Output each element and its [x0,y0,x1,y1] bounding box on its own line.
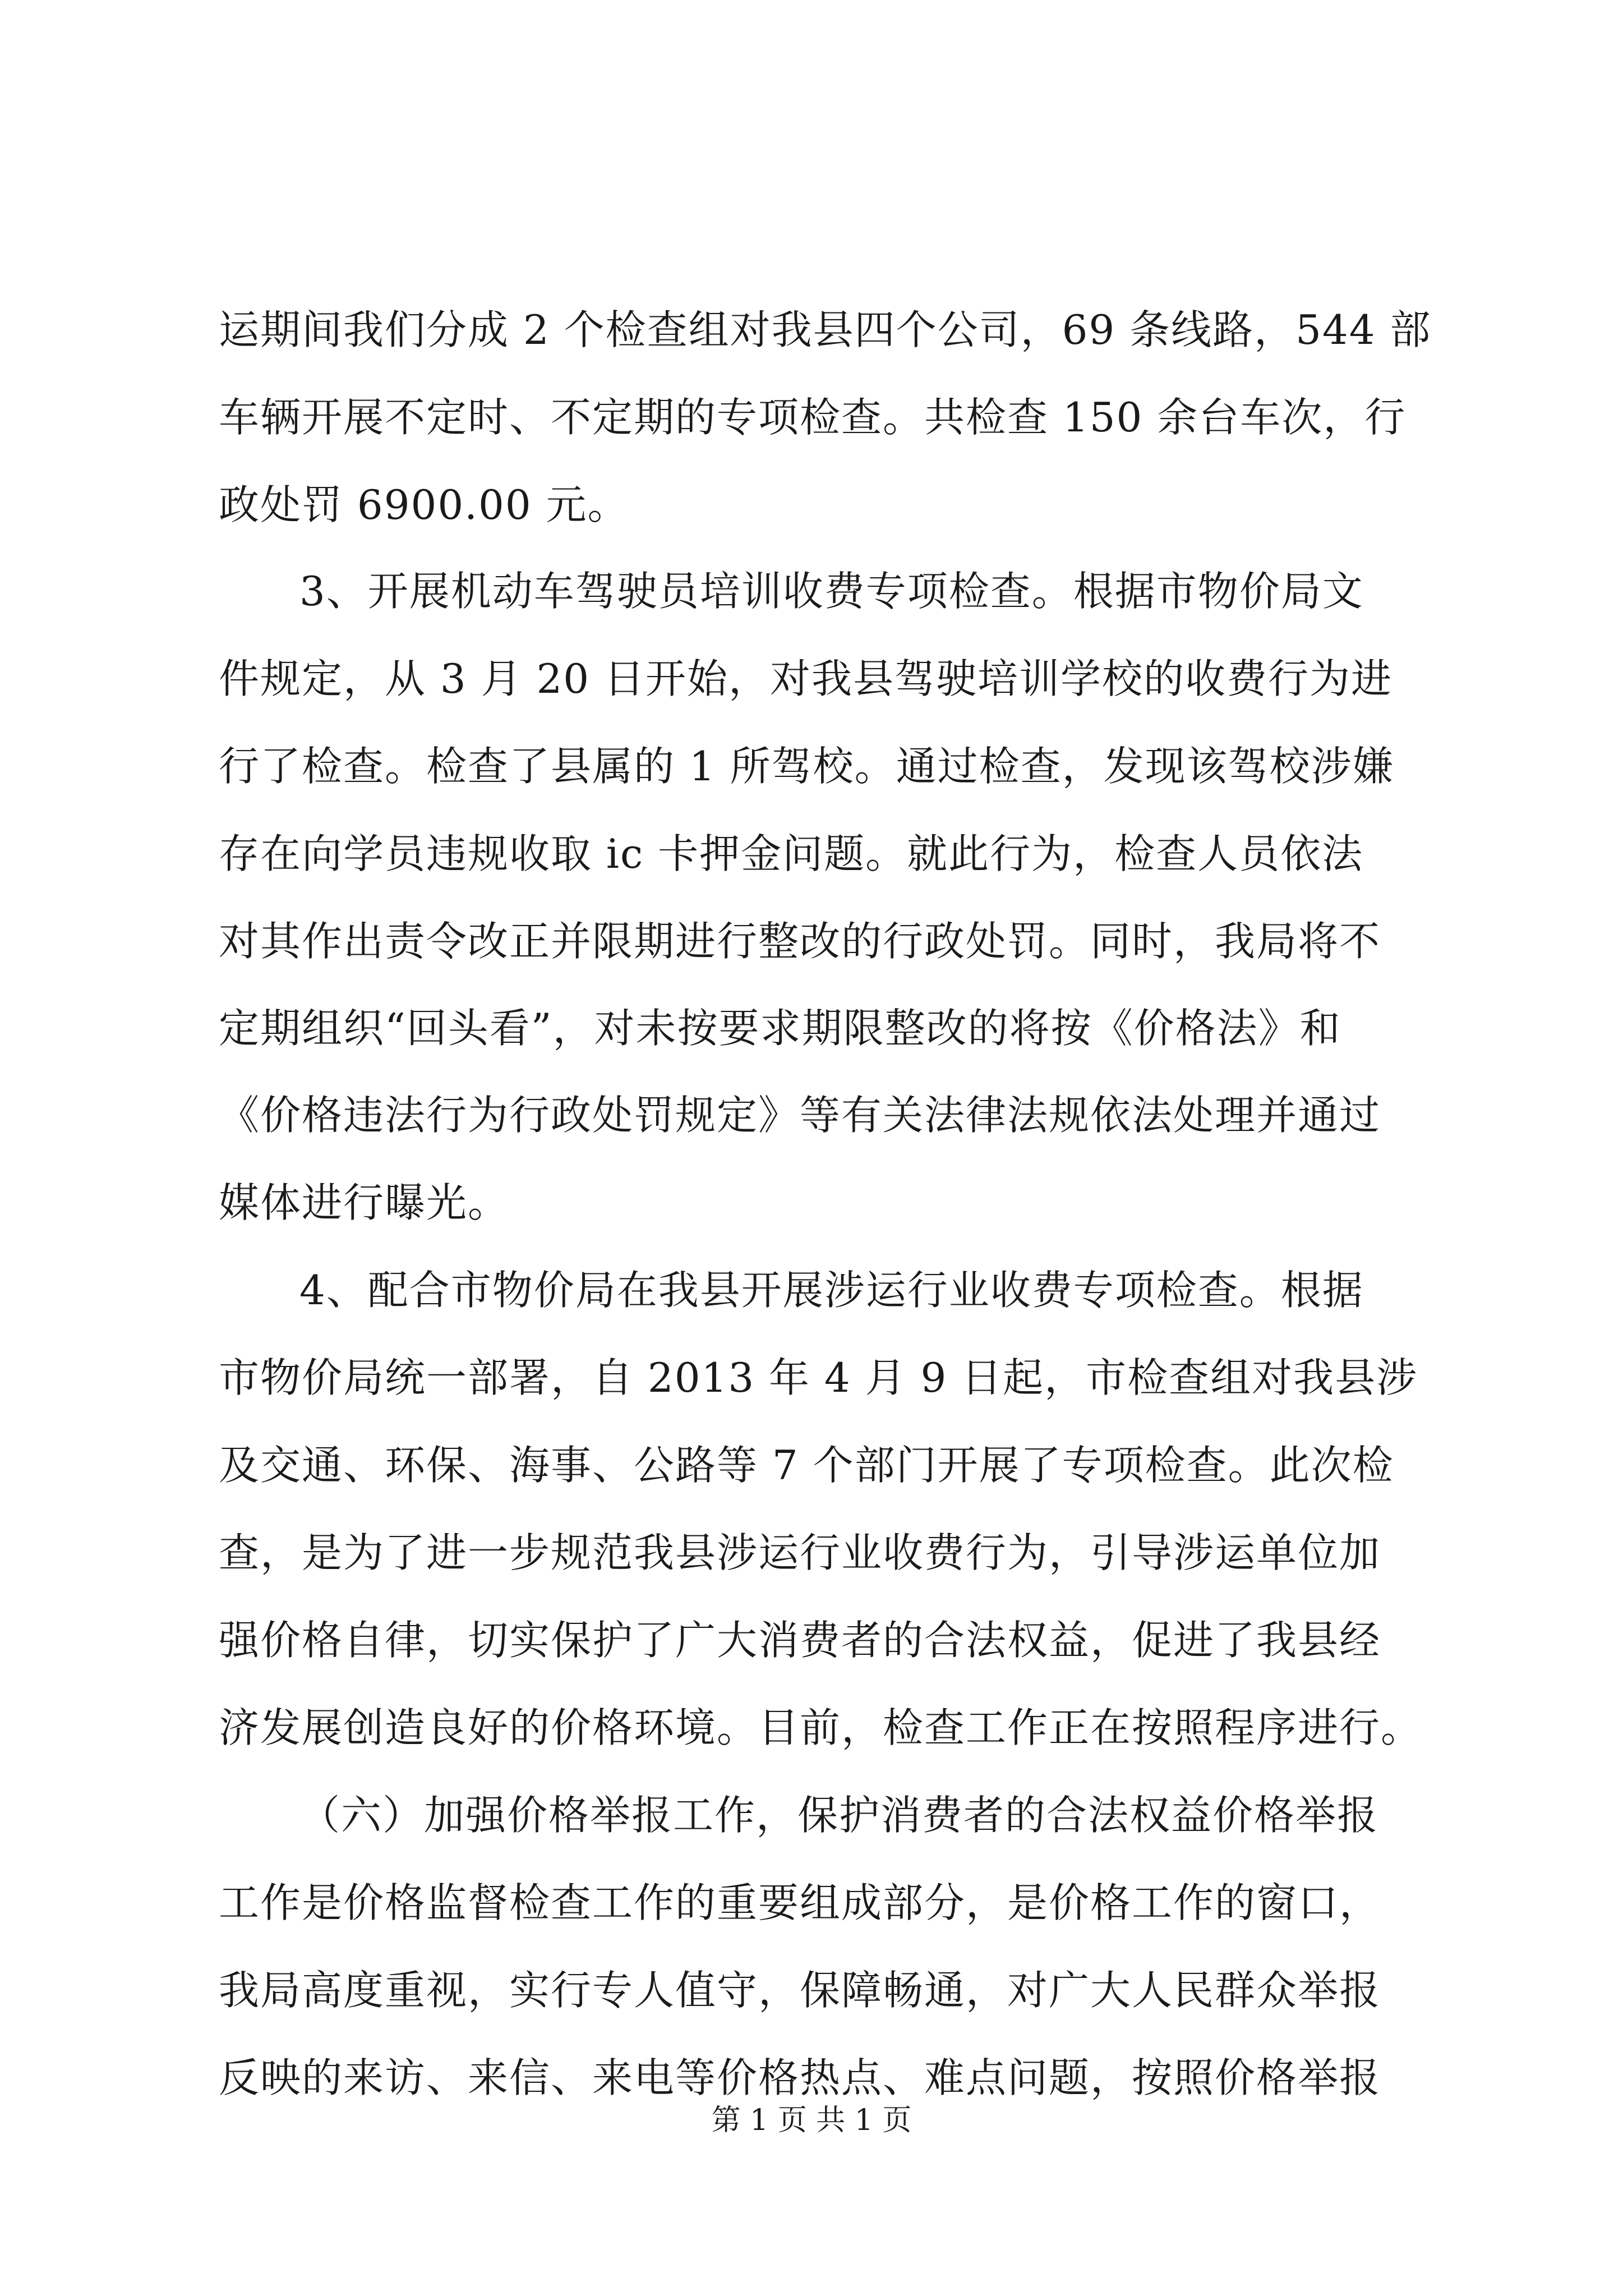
text-line: 《价格违法行为行政处罚规定》等有关法律法规依法处理并通过 [219,1092,1381,1139]
text-line: 强价格自律，切实保护了广大消费者的合法权益，促进了我县经 [219,1617,1381,1664]
text-line: 工作是价格监督检查工作的重要组成部分，是价格工作的窗口， [219,1879,1381,1926]
text-line: 行了检查。检查了县属的 1 所驾校。通过检查，发现该驾校涉嫌 [219,743,1394,790]
paragraph-start-line: （六）加强价格举报工作，保护消费者的合法权益价格举报 [299,1792,1379,1839]
text-line: 市物价局统一部署，自 2013 年 4 月 9 日起，市检查组对我县涉 [219,1354,1418,1401]
page-footer [0,2101,1623,2140]
paragraph-start-line: 3、开展机动车驾驶员培训收费专项检查。根据市物价局文 [299,568,1364,615]
text-line: 对其作出责令改正并限期进行整改的行政处罚。同时，我局将不 [219,918,1381,965]
text-line: 政处罚 6900.00 元。 [219,481,629,528]
text-line: 及交通、环保、海事、公路等 7 个部门开展了专项检查。此次检 [219,1442,1394,1489]
paragraph-start-line: 4、配合市物价局在我县开展涉运行业收费专项检查。根据 [299,1267,1364,1314]
page-number-label: 第 1 页 共 1 页 [711,2104,912,2137]
text-line: 反映的来访、来信、来电等价格热点、难点问题，按照价格举报 [219,2054,1381,2101]
text-line: 车辆开展不定时、不定期的专项检查。共检查 150 余台车次，行 [219,394,1407,441]
text-line: 运期间我们分成 2 个检查组对我县四个公司，69 条线路，544 部 [219,306,1432,353]
text-line: 媒体进行曝光。 [219,1179,510,1226]
text-line: 存在向学员违规收取 ic 卡押金问题。就此行为，检查人员依法 [219,830,1364,877]
text-line: 定期组织“回头看”，对未按要求期限整改的将按《价格法》和 [219,1005,1341,1052]
text-line: 件规定，从 3 月 20 日开始，对我县驾驶培训学校的收费行为进 [219,655,1393,702]
text-line: 济发展创造良好的价格环境。目前，检查工作正在按照程序进行。 [219,1704,1423,1751]
text-line: 查，是为了进一步规范我县涉运行业收费行为，引导涉运单位加 [219,1529,1381,1576]
text-line: 我局高度重视，实行专人值守，保障畅通，对广大人民群众举报 [219,1967,1381,2014]
